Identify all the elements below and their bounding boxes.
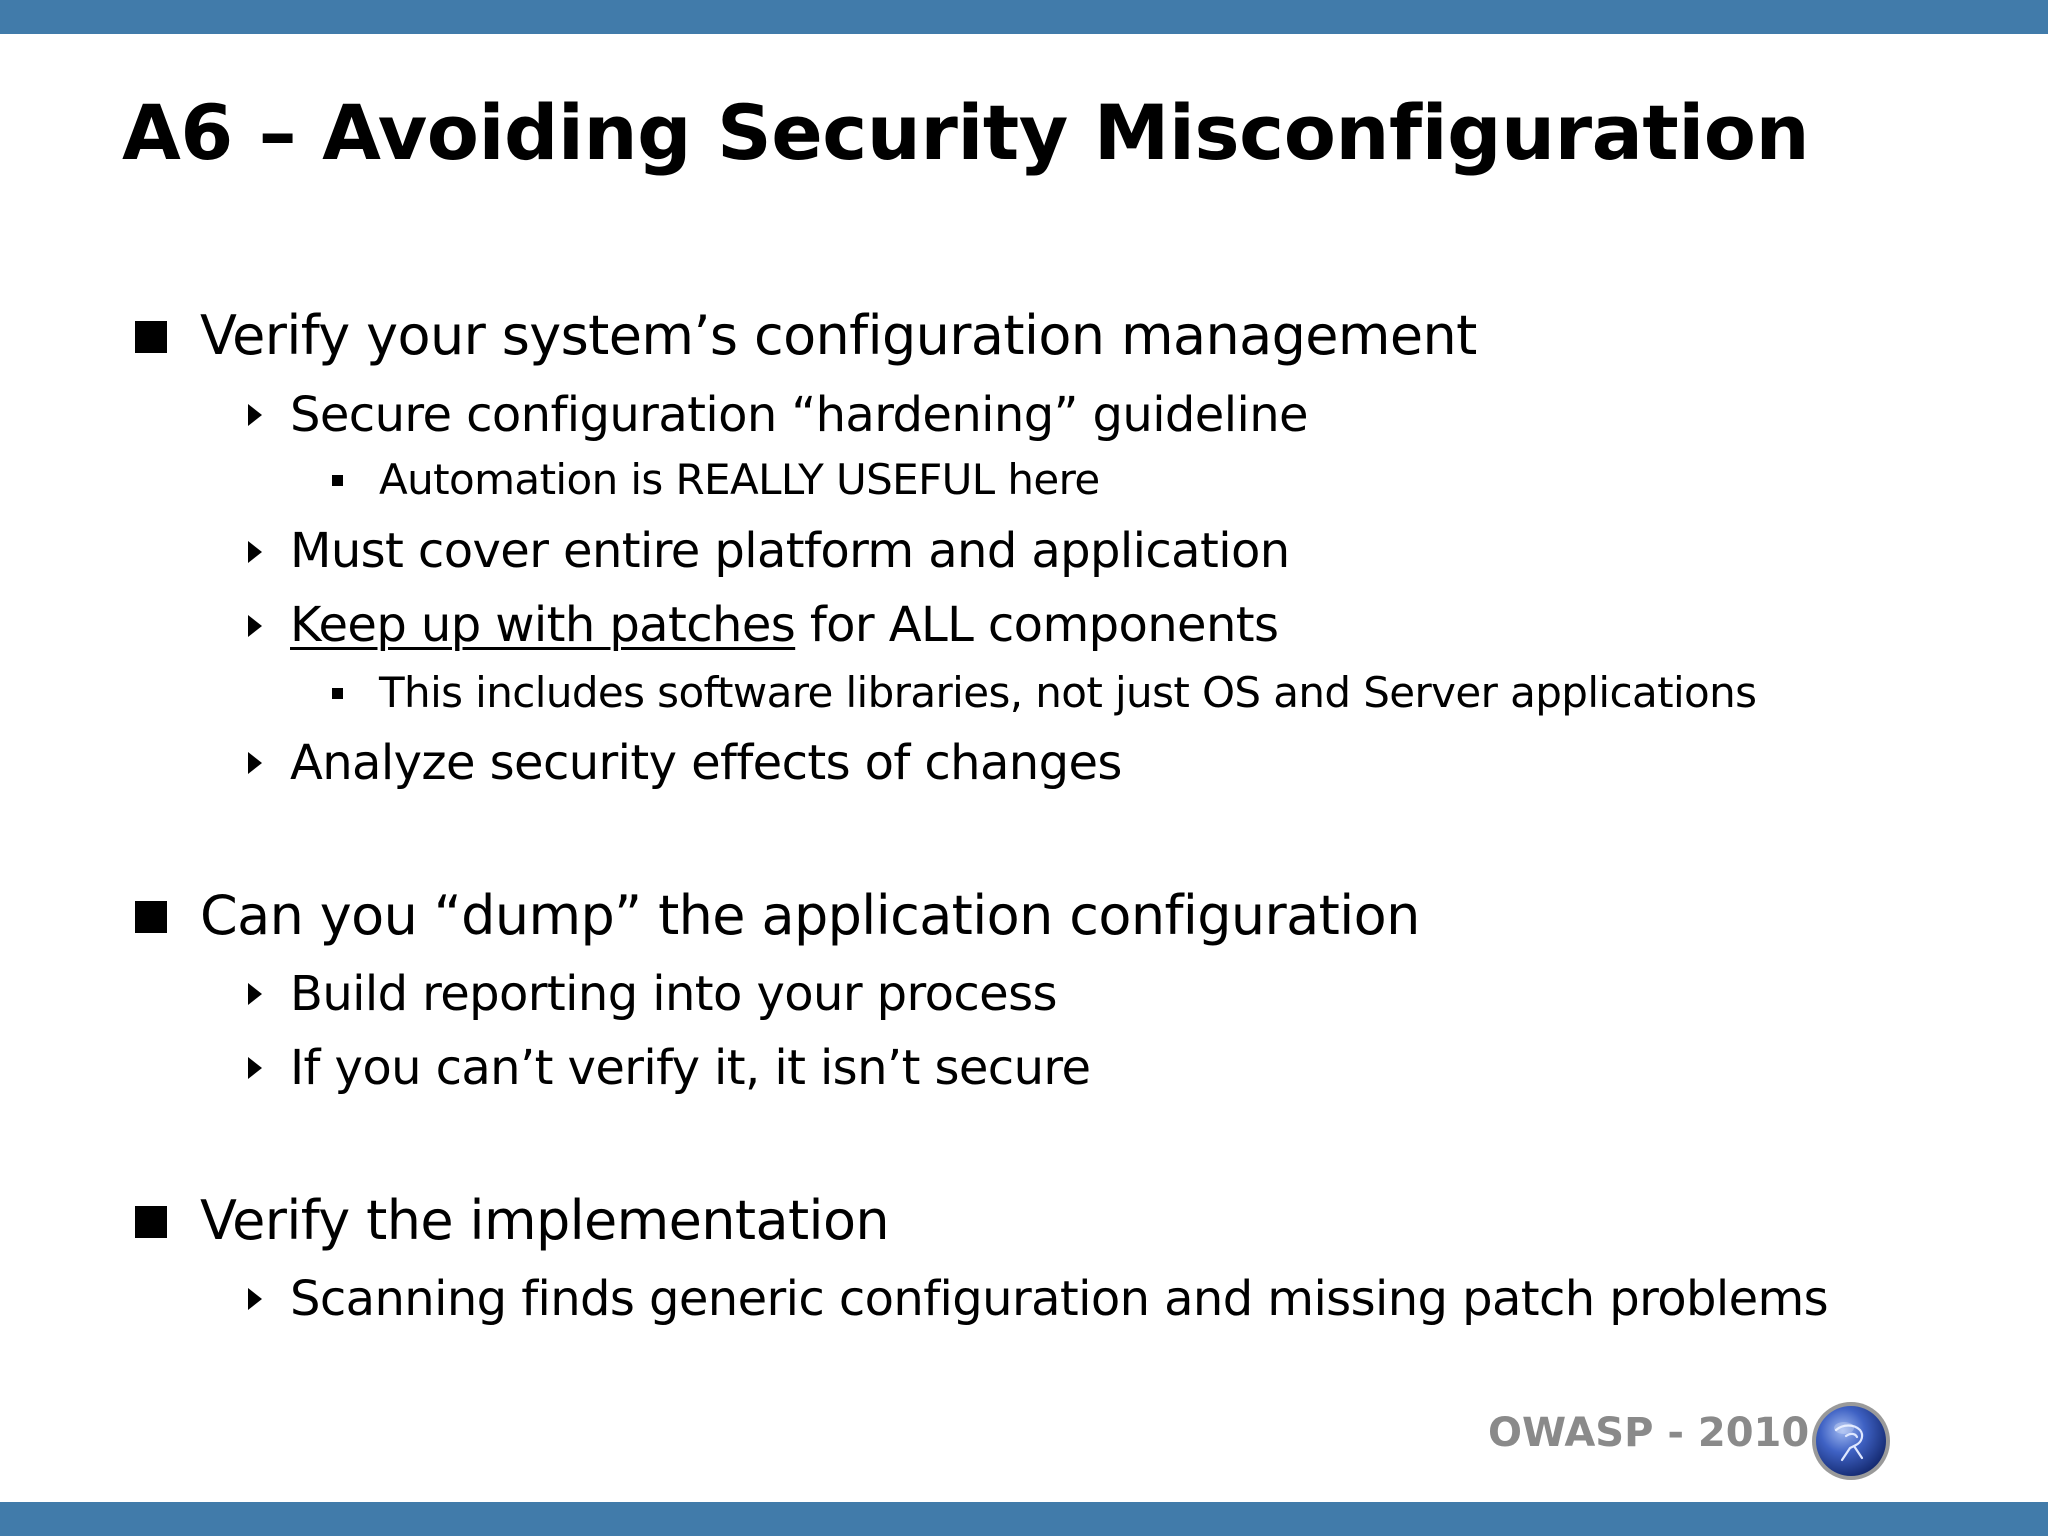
patches-underlined-text: Keep up with patches bbox=[290, 597, 796, 653]
triangle-bullet-icon bbox=[248, 752, 262, 774]
square-bullet-icon bbox=[135, 321, 167, 353]
bullet-verify-implementation: Verify the implementation bbox=[200, 1189, 890, 1252]
sub-bullet-scanning: Scanning finds generic configuration and missing patch problems bbox=[290, 1271, 1829, 1327]
sub-bullet-hardening: Secure configuration “hardening” guideline bbox=[290, 387, 1308, 443]
bullet-verify-config: Verify your system’s configuration management bbox=[200, 304, 1477, 367]
sub-sub-bullet-automation: Automation is REALLY USEFUL here bbox=[379, 455, 1100, 504]
bullet-dump-config: Can you “dump” the application configuration bbox=[200, 884, 1420, 947]
triangle-bullet-icon bbox=[248, 983, 262, 1005]
sub-bullet-patches bbox=[290, 596, 1278, 654]
sub-sub-bullet-libraries: This includes software libraries, not just OS and Server applications bbox=[379, 668, 1757, 717]
triangle-bullet-icon bbox=[248, 1057, 262, 1079]
sub-bullet-build-reporting: Build reporting into your process bbox=[290, 966, 1057, 1022]
top-band bbox=[0, 0, 2048, 34]
triangle-bullet-icon bbox=[248, 541, 262, 563]
small-square-bullet-icon bbox=[332, 688, 343, 699]
bottom-band bbox=[0, 1502, 2048, 1536]
footer-text: OWASP - 2010 bbox=[1488, 1410, 1810, 1456]
triangle-bullet-icon bbox=[248, 404, 262, 426]
triangle-bullet-icon bbox=[248, 1288, 262, 1310]
slide-title: A6 – Avoiding Security Misconfiguration bbox=[122, 88, 1810, 177]
owasp-logo-icon bbox=[1810, 1400, 1892, 1482]
small-square-bullet-icon bbox=[332, 475, 343, 486]
patches-rest-text: for ALL components bbox=[795, 597, 1279, 653]
sub-bullet-analyze-changes: Analyze security effects of changes bbox=[290, 735, 1122, 791]
triangle-bullet-icon bbox=[248, 615, 262, 637]
sub-bullet-cant-verify: If you can’t verify it, it isn’t secure bbox=[290, 1040, 1091, 1096]
sub-bullet-cover-platform: Must cover entire platform and application bbox=[290, 523, 1290, 579]
square-bullet-icon bbox=[135, 901, 167, 933]
square-bullet-icon bbox=[135, 1206, 167, 1238]
